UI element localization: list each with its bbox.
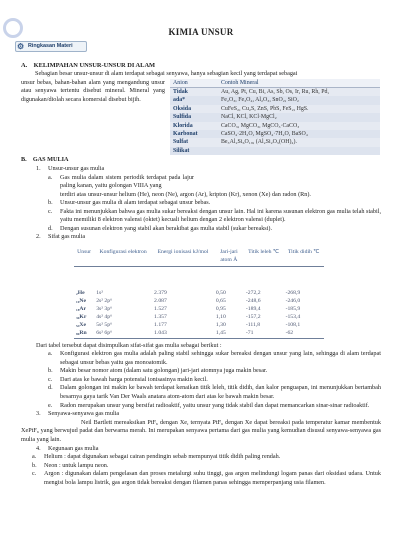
table-row <box>170 122 380 130</box>
table-row <box>74 305 324 313</box>
col-header-unsur: Unsur <box>74 246 94 267</box>
table-cell: 1,10 <box>215 314 226 321</box>
summary-banner <box>15 41 87 52</box>
table-cell: 2.379 <box>154 289 167 296</box>
table-cell: -153,4 <box>285 314 301 321</box>
table-cell: -248,6 <box>245 298 261 305</box>
table-row <box>170 113 380 121</box>
mineral-table-header-example: Contoh Mineral <box>218 79 380 88</box>
table-cell: Au, Ag, Pt, Cu, Bi, As, Sb, Os, Ir, Ru, Rh, Pd, <box>221 89 329 96</box>
table-cell: -111,8 <box>245 322 261 329</box>
table-row <box>170 96 380 104</box>
col-header-didih: Titik didih ℃ <box>284 246 324 267</box>
table-cell: 2.087 <box>154 298 167 305</box>
table-conclusion: Dari tabel tersebut dapat disimpulkan sifat-sifat gas mulia sebagai berikut : <box>36 341 222 349</box>
table-cell: Silikat <box>170 147 218 155</box>
item-1d-text: Dengan susunan elektron yang stabil akan berakibat gas mulia stabil (sukar bereaksi). <box>60 224 273 232</box>
table-cell: 5s² 5p⁶ <box>96 322 113 329</box>
gear-icon: ⚙ <box>17 42 25 51</box>
table-cell: -246,0 <box>285 298 301 305</box>
list-item: b. Makin besar nomor atom (dalam satu golongan) jari-jari atomnya juga makin besar. <box>48 367 268 375</box>
list-item: 1. Unsur-unsur gas mulia <box>36 165 381 174</box>
item-1a-continuation: terdiri atas unsur-unsur helium (He), neon (Ne), argon (Ar), kripton (Kr), xenon (Xe) dan radon (Rn). <box>60 190 311 198</box>
table-cell <box>218 147 380 155</box>
table-cell: NaCl, KCl, KCl·MgCl₂ <box>218 113 380 121</box>
table-cell: Be₃Al₂Si₆O₁₈, (Al₂Si₂O₅(OH)₄). <box>221 139 297 146</box>
table-cell: CuFeS₂, Cu₂S, ZnS, PbS, FeS₂, HgS. <box>221 105 309 112</box>
table-cell: 1,45 <box>214 329 244 338</box>
table-cell: -268,9 <box>285 289 301 296</box>
table-cell: 3s² 3p⁶ <box>96 306 113 313</box>
table-cell: ₁₈Ar <box>76 306 87 313</box>
list-item: d. Dalam golongan ini makin ke bawah terdapat kenaikan titik leleh, titik didih, dan kalor penguapan, ini menunjukkan bertambah besarnya gaya tarik Van Der Waals anatara atom-atom dari atas ke bawah makin besar. <box>48 384 381 401</box>
item-1c-text: Fakta ini menunjukkan bahwa gas mulia sukar bereaksi dengan unsur lain. Hal ini karena susunan elektron gas mulia telah stabil, yaitu memiliki 8 elektron valensi (oktet) kecuali helium dengan 2 elektron valensi (duplet). <box>60 207 381 224</box>
table-cell: ₂He <box>76 289 85 296</box>
table-row <box>170 130 380 138</box>
table-cell: ₅₄Xe <box>76 322 87 329</box>
col-header-jari: Jari-jari atom Å <box>214 246 244 267</box>
item-1-sublist <box>48 174 381 234</box>
table-cell: Klorida <box>173 122 193 129</box>
table-cell: -189,4 <box>245 306 261 313</box>
table-cell: CaCO₃, MgCO₃, MgCO₃·CaCO₃ <box>221 122 300 129</box>
table-cell: ₈₆Rn <box>74 329 94 338</box>
list-item: c. Argon : digunakan dalam pengelasan dan proses metalurgi suhu tinggi, gas argon melindungi logam panas dari oksidasi udara. Untuk mengisi bola lampu listrik, gas argon tidak bereaksi dengan filamen panas sehingga memperpanjang usia filamen. <box>32 470 381 486</box>
list-item: b. Unsur-unsur gas mulia di alam terdapat sebagai unsur bebas. <box>48 199 381 208</box>
section-b-heading: B. GAS MULIA <box>21 156 69 164</box>
section-a-intro-line: Sebagian besar unsur-unsur di alam terdapat sebagai senyawa, hanya sebagian kecil yang terdapat sebagai <box>35 69 298 77</box>
table-cell: 4s² 4p⁶ <box>96 314 113 321</box>
item-1-title: Unsur-unsur gas mulia <box>48 164 105 172</box>
mineral-table-header-anion: Anion <box>170 79 218 88</box>
table-cell: Sulfat <box>173 139 189 146</box>
table-cell: Fe₂O₃, Fe₃O₄, Al₂O₃, SnO₂, SiO₂ <box>218 96 380 104</box>
list-item: a. Konfigurasi elektron gas mulia adalah paling stabil sehingga sukar bereaksi dengan unsur yang lain, sehingga di alam terdapat sebagai unsur bebas yaitu gas monoatomik. <box>48 350 381 366</box>
list-item: b. Neon : untuk lampu neon. <box>32 461 109 469</box>
table-spacer-row <box>74 267 324 289</box>
col-header-leleh: Titik leleh ℃ <box>244 246 284 267</box>
table-cell: 1.177 <box>154 322 167 329</box>
list-item: c. Dari atas ke bawah harga potensial ionisasinya makin kecil. <box>48 375 208 383</box>
list-item: a. Helium : dapat digunakan sebagai cairan pendingin sebab mempunyai titik didih paling rendah. <box>32 453 281 461</box>
table-cell: -272,2 <box>245 289 261 296</box>
table-cell: 0,50 <box>215 289 226 296</box>
page-title: KIMIA UNSUR <box>168 27 234 37</box>
table-cell: -71 <box>244 329 284 338</box>
properties-list <box>48 350 381 410</box>
item-1b-text: Unsur-unsur gas mulia di alam terdapat sebagai unsur bebas. <box>60 199 211 207</box>
table-cell: 1.357 <box>154 314 167 321</box>
table-cell: 6s² 6p⁶ <box>94 329 152 338</box>
table-cell: Karbonat <box>170 130 218 138</box>
table-row <box>74 289 324 297</box>
table-row <box>170 147 380 155</box>
table-cell: -157,2 <box>245 314 261 321</box>
table-cell: Oksida <box>173 105 192 112</box>
noble-gas-properties-table <box>74 246 324 338</box>
table-row <box>74 313 324 321</box>
section-a-heading: A. KELIMPAHAN UNSUR-UNSUR DI ALAM <box>21 61 156 69</box>
table-cell: CaSO₄·2H₂O, MgSO₄·7H₂O, BaSO₄ <box>218 130 380 138</box>
table-cell: 1,30 <box>215 322 226 329</box>
decorative-ring-icon <box>3 18 23 38</box>
uses-list <box>32 453 381 487</box>
item-1a-text: Gas mulia dalam sistem periodik terdapat pada lajur paling kanan, yaitu golongan VIIIA yang <box>60 173 194 190</box>
table-cell: 0,65 <box>215 298 226 305</box>
table-cell: ₃₆Kr <box>76 314 87 321</box>
table-row <box>74 321 324 329</box>
item-3-text: Neil Bartlett mereaksikan PtF₆ dengan Xe, ternyata PtF₆ dengan Xe dapat bereaksi pada temperatur kamar membentuk XePtF₆ yang berwujud padat dan berwarna merah. Ini merupakan senyawa pertama dari gas mulia yang kemudian disusul senyawa-senyawa gas mulia yang lain. <box>21 418 381 444</box>
table-cell: 0,95 <box>215 306 226 313</box>
table-cell: -108,1 <box>285 322 301 329</box>
table-row <box>170 138 380 146</box>
list-item: a. Gas mulia dalam sistem periodik terdapat pada lajur paling kanan, yaitu golongan VIIIA yang <box>48 173 194 190</box>
table-cell: Tidak <box>173 89 188 96</box>
item-4-title: Kegunaan gas mulia <box>48 444 99 452</box>
col-header-konfigurasi: Konfigurasi elektron <box>94 246 152 267</box>
table-cell: -62 <box>284 329 324 338</box>
col-header-energi: Energi ionisasi kJ/mol <box>152 246 214 267</box>
banner-label: Ringkasan Materi <box>28 43 73 49</box>
section-a-intro-rest: unsur bebas, bahan-bahan alam yang mengandung unsur atau senyawa tertentu disebut mineral. Mineral yang digunakan/diolah secara komersial disebut bijih. <box>21 78 165 104</box>
table-cell: 2s² 2p⁶ <box>96 298 113 305</box>
list-item: 3. Senyawa-senyawa gas mulia <box>36 410 381 419</box>
list-item: 4. Kegunaan gas mulia <box>36 445 381 454</box>
section-b-list <box>21 164 381 488</box>
list-item: e. Radon merupakan unsur yang bersifat radioaktif, yaitu unsur yang tidak stabil dan dapat memancarkan sinar-sinar radioaktif. <box>48 401 370 409</box>
table-cell: Sulfida <box>170 113 218 121</box>
table-cell: 1s² <box>96 289 103 296</box>
table-cell: ada* <box>170 96 218 104</box>
list-item: 2. Sifat gas mulia <box>36 233 381 242</box>
table-row <box>74 297 324 305</box>
table-row <box>170 105 380 113</box>
table-row <box>74 329 324 338</box>
table-row <box>170 88 380 97</box>
table-cell: 1.527 <box>154 306 167 313</box>
table-cell: ₁₀Ne <box>76 298 87 305</box>
table-cell: 1.043 <box>152 329 214 338</box>
item-2-title: Sifat gas mulia <box>48 233 86 241</box>
section-a-body <box>21 79 381 155</box>
list-item: c. Fakta ini menunjukkan bahwa gas mulia sukar bereaksi dengan unsur lain. Hal ini karena susunan elektron gas mulia telah stabil, yaitu memiliki 8 elektron valensi (oktet) kecuali helium dengan 2 elektron valensi (duplet). <box>48 207 381 224</box>
list-item: d. Dengan susunan elektron yang stabil akan berakibat gas mulia stabil (sukar bereaksi). <box>48 225 381 234</box>
item-3-title: Senyawa-senyawa gas mulia <box>48 410 120 418</box>
mineral-table <box>170 79 380 155</box>
table-cell: -185,9 <box>285 306 301 313</box>
